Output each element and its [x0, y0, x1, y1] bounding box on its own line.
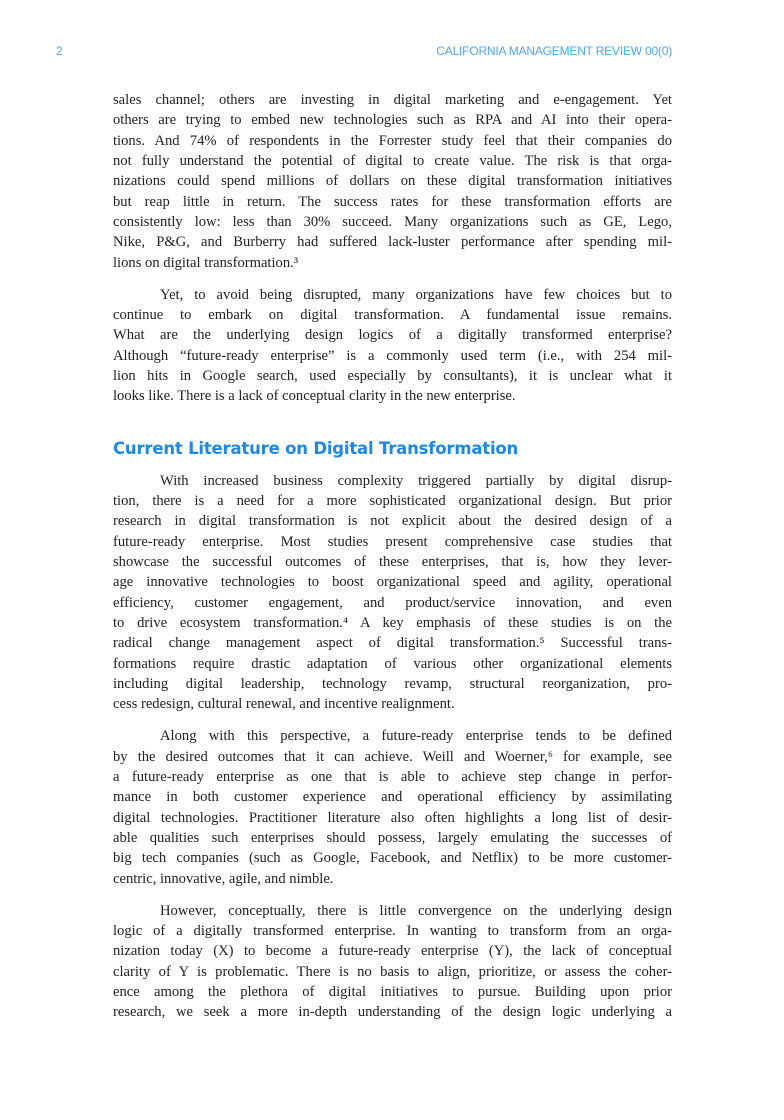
text-line: including digital leadership, technology revamp, structural reorganization, pro-: [113, 676, 672, 693]
text-line: continue to embark on digital transformation. A fundamental issue remains.: [113, 306, 672, 323]
text-line: research, we seek a more in-depth understanding of the design logic underlying a: [113, 1004, 672, 1021]
text-line: others are trying to embed new technologies such as RPA and AI into their opera-: [113, 112, 672, 129]
text-line: cess redesign, cultural renewal, and incentive realignment.: [113, 696, 455, 713]
text-line: looks like. There is a lack of conceptual clarity in the new enterprise.: [113, 388, 516, 405]
text-line: mance in both customer experience and operational efficiency by assimilating: [113, 789, 672, 806]
text-line: ence among the plethora of digital initiatives to pursue. Building upon prior: [113, 983, 672, 1000]
text-line: nizations could spend millions of dollars on these digital transformation initiatives: [113, 173, 672, 190]
text-line: efficiency, customer engagement, and product/service innovation, and even: [113, 594, 672, 611]
article-body: [113, 90, 672, 1034]
literature-paragraphs: [113, 471, 672, 1023]
text-line: Nike, P&G, and Burberry had suffered lack-luster performance after spending mil-: [113, 234, 672, 251]
section-heading: Current Literature on Digital Transformation: [113, 438, 519, 458]
text-line: However, conceptually, there is little convergence on the underlying design: [160, 902, 672, 919]
text-line: sales channel; others are investing in digital marketing and e-engagement. Yet: [113, 92, 672, 108]
text-line: showcase the successful outcomes of these enterprises, that is, how they lever-: [113, 554, 672, 571]
text-line: nization today (X) to become a future-ready enterprise (Y), the lack of conceptual: [113, 943, 672, 960]
text-line: radical change management aspect of digital transformation.⁵ Successful trans-: [113, 635, 672, 652]
paragraph: [113, 90, 672, 273]
text-line: tion, there is a need for a more sophisticated organizational design. But prior: [113, 493, 672, 509]
text-line: formations require drastic adaptation of various other organizational elements: [113, 655, 672, 672]
text-line: digital technologies. Practitioner literature also often highlights a long list of desir-: [113, 809, 672, 826]
paragraph: [113, 901, 672, 1023]
text-line: able qualities such enterprises should possess, largely emulating the successes of: [113, 830, 672, 846]
running-header: CALIFORNIA MANAGEMENT REVIEW 00(0): [436, 44, 672, 58]
text-line: big tech companies (such as Google, Facebook, and Netflix) to be more customer-: [113, 850, 672, 867]
paragraph: [113, 471, 672, 715]
text-line: not fully understand the potential of digital to create value. The risk is that orga-: [113, 153, 672, 170]
text-line: With increased business complexity triggered partially by digital disrup-: [160, 472, 672, 489]
text-line: to drive ecosystem transformation.⁴ A key emphasis of these studies is on the: [113, 615, 672, 632]
text-line: clarity of Y is problematic. There is no basis to align, prioritize, or assess the coher-: [113, 963, 672, 980]
intro-paragraphs: [113, 90, 672, 407]
text-line: tions. And 74% of respondents in the Forrester study feel that their companies do: [113, 132, 672, 149]
text-line: Although “future-ready enterprise” is a commonly used term (i.e., with 254 mil-: [113, 347, 672, 364]
text-line: age innovative technologies to boost organizational speed and agility, operational: [113, 574, 672, 591]
text-line: lion hits in Google search, used especially by consultants), it is unclear what it: [113, 367, 672, 384]
text-line: but reap little in return. The success rates for these transformation efforts are: [113, 193, 672, 210]
text-line: centric, innovative, agile, and nimble.: [113, 870, 334, 887]
paragraph: [113, 726, 672, 889]
text-line: lions on digital transformation.³: [113, 254, 299, 271]
text-line: a future-ready enterprise as one that is able to achieve step change in perfor-: [113, 768, 672, 785]
paragraph: [113, 285, 672, 407]
text-line: Yet, to avoid being disrupted, many organizations have few choices but to: [160, 286, 672, 303]
text-line: Along with this perspective, a future-ready enterprise tends to be defined: [160, 728, 672, 745]
text-line: What are the underlying design logics of a digitally transformed enterprise?: [113, 327, 672, 344]
text-line: logic of a digitally transformed enterprise. In wanting to transform from an orga-: [113, 922, 672, 939]
text-line: future-ready enterprise. Most studies present comprehensive case studies that: [113, 533, 672, 550]
text-line: consistently low: less than 30% succeed. Many organizations such as GE, Lego,: [113, 214, 672, 231]
text-line: research in digital transformation is not explicit about the desired design of a: [113, 513, 672, 530]
text-line: by the desired outcomes that it can achieve. Weill and Woerner,⁶ for example, see: [113, 748, 672, 765]
page-number: 2: [56, 44, 63, 58]
